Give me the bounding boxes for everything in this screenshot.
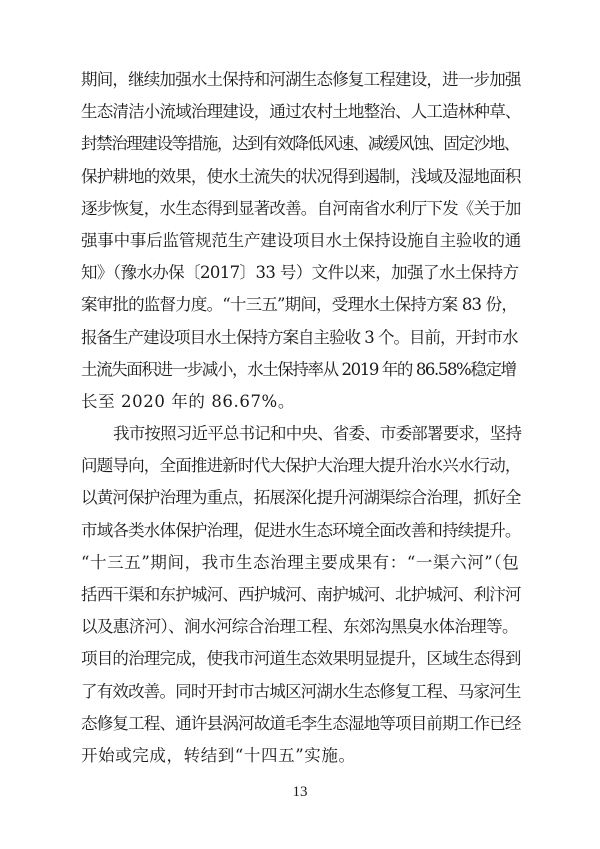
paragraph-ecological-governance (81, 418, 521, 772)
text-line: 报备生产建设项目水土保持方案自主验收 3 个。目前，开封市水 (81, 327, 518, 347)
text-line: “十三五”期间，我市生态治理主要成果有：“一渠六河”（包 (81, 552, 520, 572)
paragraph-water-conservation (81, 64, 521, 418)
text-line: 强事中事后监管规范生产建设项目水土保持设施自主验收的通 (81, 230, 522, 250)
page-number: 13 (292, 784, 308, 800)
text-line: 括西干渠和东护城河、西护城河、南护城河、北护城河、利汴河 (81, 584, 521, 604)
text-line: 开始或完成，转结到“十四五”实施。 (81, 745, 356, 765)
text-line: 土流失面积进一步减小，水土保持率从 2019 年的 86.58%稳定增 (81, 359, 516, 379)
text-line: 项目的治理完成，使我市河道生态效果明显提升，区域生态得到 (81, 649, 521, 669)
text-line: 逐步恢复，水生态得到显著改善。自河南省水利厅下发《关于加 (81, 198, 521, 218)
text-line: 问题导向，全面推进新时代大保护大治理大提升治水兴水行动， (81, 456, 521, 476)
text-line: 态修复工程、通许县涡河故道毛李生态湿地等项目前期工作已经 (81, 713, 521, 733)
text-line: 知》（豫水办保〔2017〕33 号）文件以来，加强了水土保持方 (81, 263, 519, 283)
text-line: 封禁治理建设等措施，达到有效降低风速、减缓风蚀、固定沙地、 (81, 134, 519, 154)
text-line: 我市按照习近平总书记和中央、省委、市委部署要求，坚持 (113, 424, 522, 443)
text-line: 长至 2020 年的 86.67%。 (81, 391, 295, 411)
text-line: 以及惠济河）、涧水河综合治理工程、东郊沟黑臭水体治理等。 (81, 617, 518, 637)
text-line: 期间，继续加强水土保持和河湖生态修复工程建设，进一步加强 (81, 70, 521, 89)
text-line: 生态清洁小流域治理建设，通过农村土地整治、人工造林种草、 (81, 102, 521, 122)
text-line: 以黄河保护治理为重点，拓展深化提升河湖渠综合治理，抓好全 (81, 488, 521, 508)
text-line: 保护耕地的效果，使水土流失的状况得到遏制，浅域及湿地面积 (81, 166, 521, 186)
text-line: 了有效改善。同时开封市古城区河湖水生态修复工程、马家河生 (81, 681, 521, 701)
text-line: 案审批的监督力度。“十三五”期间，受理水土保持方案 83 份， (81, 295, 518, 315)
text-line: 市域各类水体保护治理，促进水生态环境全面改善和持续提升。 (81, 520, 521, 540)
